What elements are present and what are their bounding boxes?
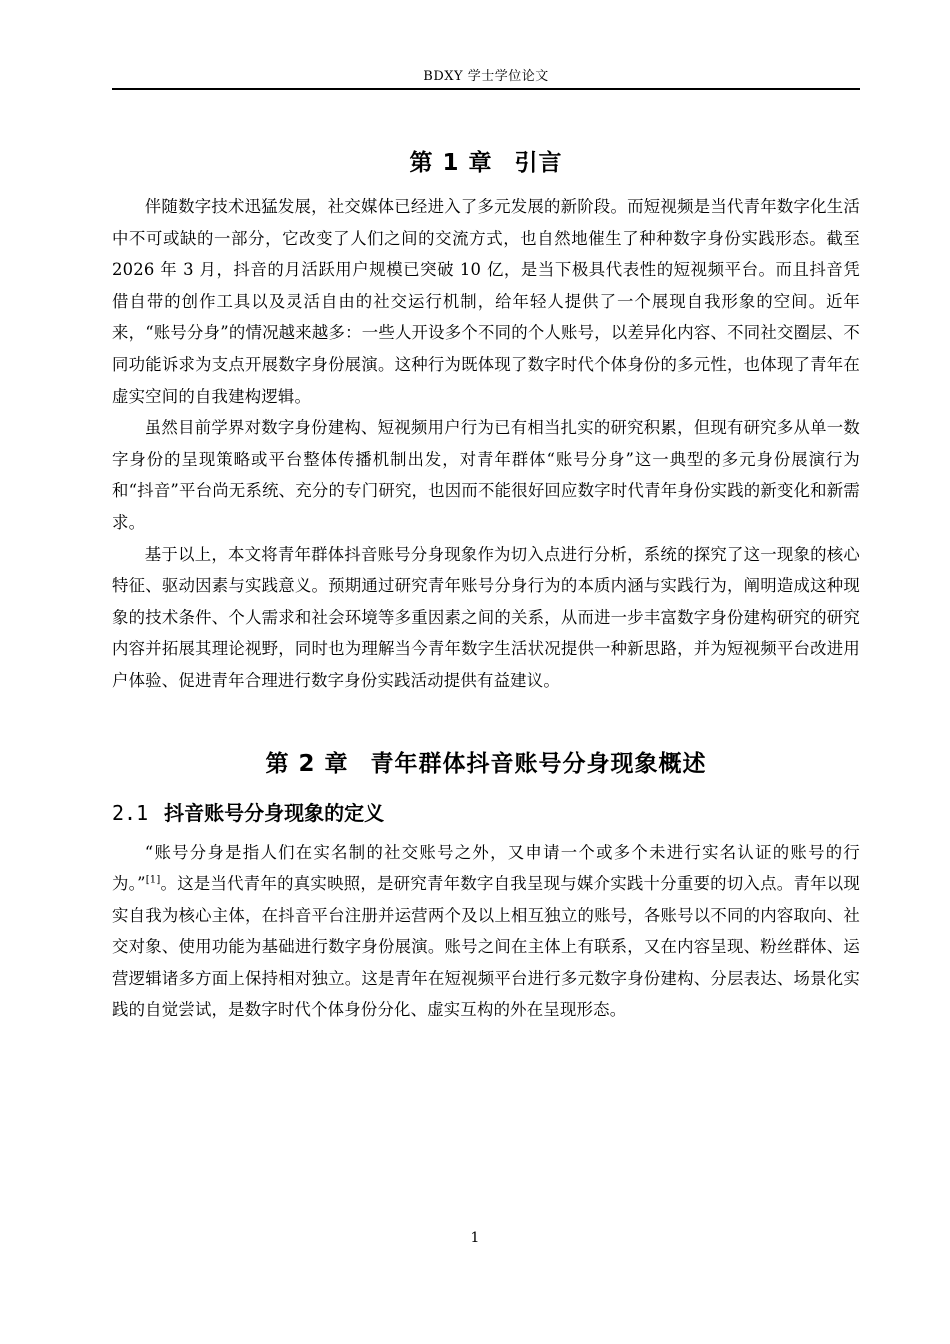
chapter-2-heading bbox=[112, 741, 860, 787]
section-title: 抖音账号分身现象的定义 bbox=[164, 800, 385, 825]
section-number: 2.1 bbox=[112, 800, 149, 825]
header-rule bbox=[112, 88, 860, 90]
chapter-1-title: 引言 bbox=[514, 150, 563, 176]
chapter-1-heading bbox=[112, 140, 860, 186]
chapter-1-paragraph-3: 基于以上，本文将青年群体抖音账号分身现象作为切入点进行分析，系统的探究了这一现象的核心特征、驱动因素与实践意义。预期通过研究青年账号分身行为的本质内涵与实践行为，阐明造成这种现象的技术条件、个人需求和社会环境等多重因素之间的关系，从而进一步丰富数字身份建构研究的研究内容并拓展其理论视野，同时也为理解当今青年数字生活状况提供一种新思路，并为短视频平台改进用户体验、促进青年合理进行数字身份实践活动提供有益建议。 bbox=[112, 544, 860, 690]
definition-body: 。这是当代青年的真实映照，是研究青年数字自我呈现与媒介实践十分重要的切入点。青年以现实自我为核心主体，在抖音平台注册并运营两个及以上相互独立的账号，各账号以不同的内容取向、社交对象、使用功能为基础进行数字身份展演。账号之间在主体上有联系，又在内容呈现、粉丝群体、运营逻辑诸多方面上保持相对独立。这是青年在短视频平台进行多元数字身份建构、分层表达、场景化实践的自觉尝试，是数字时代个体身份分化、虚实互构的外在呈现形态。 bbox=[112, 874, 861, 1020]
chapter-1-paragraph-1: 伴随数字技术迅猛发展，社交媒体已经进入了多元发展的新阶段。而短视频是当代青年数字化生活中不可或缺的一部分，它改变了人们之间的交流方式，也自然地催生了种种数字身份实践形态。截至 2026 年 3 月，抖音的月活跃用户规模已突破 10 亿，是当下极具代表性的短视频平台。而且抖音凭借自带的创作工具以及灵活自由的社交运行机制，给年轻人提供了一个展现自我形象的空间。近年来，“账号分身”的情况越来越多：一些人开设多个不同的个人账号，以差异化内容、不同社交圈层、不同功能诉求为支点开展数字身份展演。这种行为既体现了数字时代个体身份的多元性，也体现了青年在虚实空间的自我建构逻辑。 bbox=[112, 197, 860, 406]
chapter-1-number: 第 1 章 bbox=[409, 150, 493, 176]
page-number: 1 bbox=[470, 1230, 480, 1246]
citation-ref[interactable]: [1] bbox=[145, 874, 161, 886]
page-body bbox=[112, 140, 860, 1026]
definition-quote: “账号分身是指人们在实名制的社交账号之外，又申请一个或多个未进行实名认证的账号的行为。” bbox=[112, 842, 860, 894]
section-2-1-heading bbox=[112, 793, 860, 833]
chapter-2-number: 第 2 章 bbox=[265, 750, 349, 777]
section-2-1-paragraph bbox=[112, 837, 860, 1027]
chapter-2-title: 青年群体抖音账号分身现象概述 bbox=[370, 750, 707, 777]
chapter-1-paragraph-2: 虽然目前学界对数字身份建构、短视频用户行为已有相当扎实的研究积累，但现有研究多从单一数字身份的呈现策略或平台整体传播机制出发，对青年群体“账号分身”这一典型的多元身份展演行为和“抖音”平台尚无系统、充分的专门研究，也因而不能很好回应数字时代青年身份实践的新变化和新需求。 bbox=[112, 418, 860, 532]
running-header: BDXY 学士学位论文 bbox=[423, 69, 549, 84]
